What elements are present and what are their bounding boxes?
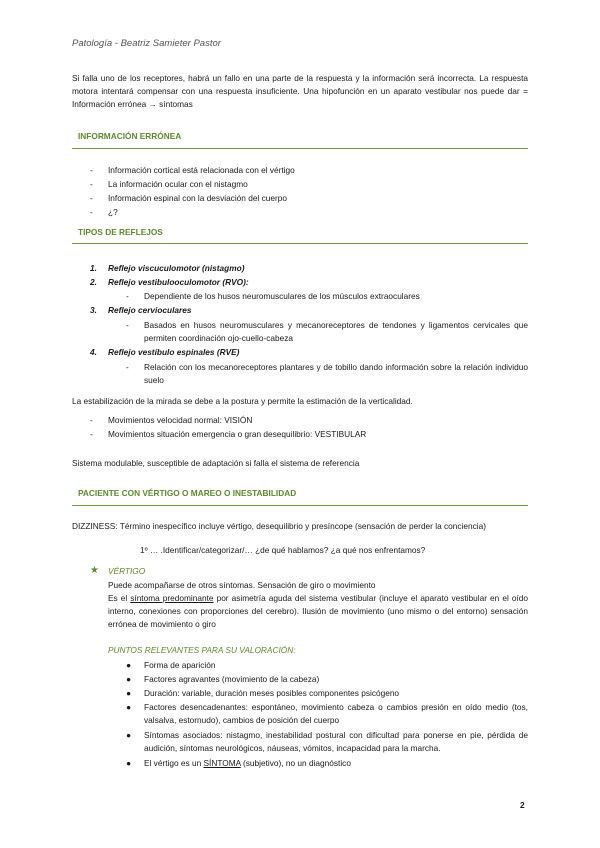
list-item: - Movimientos situación emergencia o gran desequilibrio: VESTIBULAR [90, 429, 367, 439]
reflex-subitem: - Basados en husos neuromusculares y mecanoreceptores de tendones y ligamentos cervicales que permiten coordinación ojo-cuello-cabeza [126, 320, 528, 343]
list-item: - Información cortical está relacionada con el vértigo [90, 165, 295, 175]
bullet-item: ● El vértigo es un SÍNTOMA (subjetivo), no un diagnóstico [126, 758, 351, 768]
bullet-item: ● Duración: variable, duración meses posibles componentes psicógeno [126, 688, 400, 698]
section-rule [72, 243, 528, 244]
vertigo-title: VÉRTIGO [108, 566, 146, 576]
page-header: Patología - Beatriz Samieter Pastor [72, 38, 221, 49]
modulable-paragraph: Sistema modulable, susceptible de adaptación si falla el sistema de referencia [72, 458, 360, 468]
list-item: - La información ocular con el nistagmo [90, 179, 248, 189]
dizziness-paragraph: DIZZINESS: Término inespecífico incluye vértigo, desequilibrio y presíncope (sensación de perder la conciencia) [72, 521, 486, 531]
reflex-item: 2. Reflejo vestibulooculomotor (RVO): [90, 277, 249, 287]
page-number: 2 [520, 800, 525, 810]
puntos-title: PUNTOS RELEVANTES PARA SU VALORACIÓN: [108, 645, 296, 655]
reflex-item: 4. Reflejo vestíbulo espinales (RVE) [90, 347, 240, 357]
vertigo-line: Puede acompañarse de otros síntomas. Sensación de giro o movimiento [108, 580, 376, 590]
star-icon: ★ [90, 565, 99, 576]
bullet-item: ● Factores desencadenantes: espontáneo, movimiento cabeza o cambios presión en oído medio (tos, valsalva, estornudo), cambios de posición del cuerpo [126, 702, 528, 725]
vertigo-paragraph: Es el síntoma predominante por asimetría aguda del sistema vestibular (incluye el aparato vestibular en el oído interno, conexiones con proporciones del cerebro). Ilusión de movimiento (uno mismo o del entorno) sensación errónea de movimiento o giro [108, 593, 528, 629]
reflex-item: 3. Reflejo cervioculares [90, 305, 192, 315]
reflex-subitem: - Dependiente de los husos neuromusculares de los músculos extraoculares [126, 291, 420, 301]
bullet-item: ● Forma de aparición [126, 660, 216, 670]
bullet-item: ● Factores agravantes (movimiento de la cabeza) [126, 674, 320, 684]
list-item: - Información espinal con la desviación del cuerpo [90, 193, 287, 203]
bullet-item: ● Síntomas asociados: nistagmo, inestabilidad postural con dificultad para ponerse en pie, pérdida de audición, síntomas neurológicos, náuseas, vómitos, incapacidad para la marcha. [126, 730, 528, 753]
section-title-paciente: PACIENTE CON VÉRTIGO O MAREO O INESTABILIDAD [78, 488, 297, 498]
reflex-subitem: - Relación con los mecanoreceptores plantares y de tobillo dando información sobre la relación individuo suelo [126, 362, 528, 385]
section-rule [72, 148, 528, 149]
reflex-item: 1. Reflejo viscuculomotor (nistagmo) [90, 263, 245, 273]
step-line: 1º … .Identificar/categorizar/… ¿de qué hablamos? ¿a qué nos enfrentamos? [140, 545, 426, 555]
list-item: - ¿? [90, 207, 118, 217]
intro-paragraph: Si falla uno de los receptores, habrá un fallo en una parte de la respuesta y la información será incorrecta. La respuesta motora intentará compensar con una respuesta insuficiente. Una hipofunción en un aparato vestibular nos puede dar = Información errónea → síntomas [72, 73, 528, 109]
section-rule [72, 505, 528, 506]
list-item: - Movimientos velocidad normal: VISIÓN [90, 415, 253, 425]
section-title-informacion: INFORMACIÓN ERRÓNEA [78, 131, 182, 141]
estabilizacion-paragraph: La estabilización de la mirada se debe a la postura y permite la estimación de la verticalidad. [72, 396, 413, 406]
section-title-reflejos: TIPOS DE REFLEJOS [78, 227, 163, 237]
